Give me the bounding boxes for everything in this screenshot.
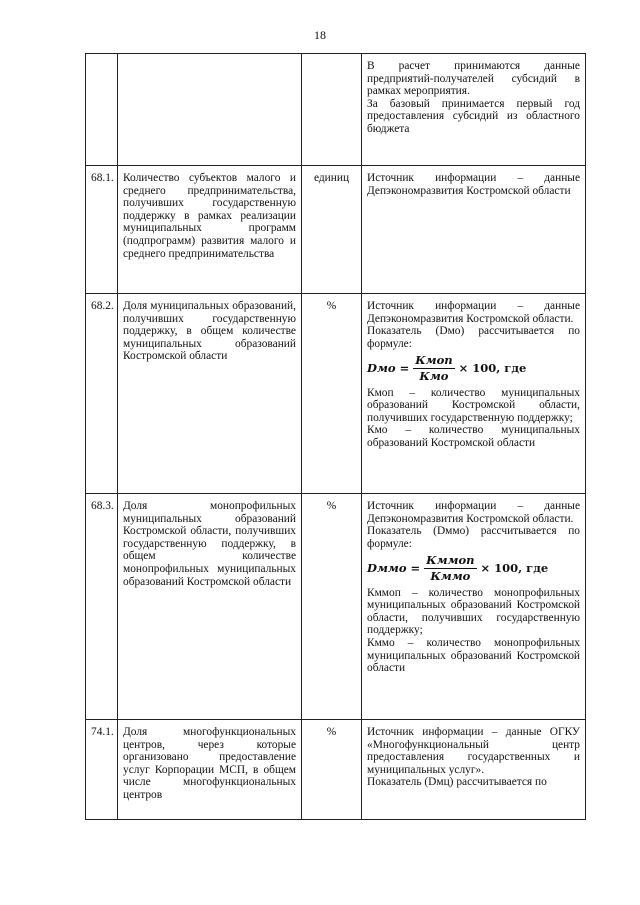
indicator-name: Доля многофункциональных центров, через которые организовано предоставление услуг Корпорации МСП, в общем числе многофункциональных центров — [118, 720, 302, 820]
formula-lhs: Dммо = — [367, 561, 421, 576]
table-row — [86, 494, 586, 720]
table-row — [86, 54, 586, 166]
source-paragraph: Источник информации – данные Депэкономразвития Костромской области. — [367, 500, 580, 525]
source-paragraph: Кммо – количество монопрофильных муниципальных образований Костромской области — [367, 636, 580, 675]
table-row — [86, 294, 586, 494]
source-paragraph: Кмо – количество муниципальных образований Костромской области — [367, 424, 580, 449]
indicator-name: Доля муниципальных образований, получивших государственную поддержку, в общем количестве муниципальных образований Костромской области — [118, 294, 302, 494]
indicator-name — [118, 54, 302, 166]
source-paragraph: Источник информации – данные Депэкономразвития Костромской области — [367, 172, 580, 197]
source-paragraph: Показатель (Dмо) рассчитывается по формуле: — [367, 325, 580, 350]
formula-rest: × 100, где — [458, 361, 527, 376]
row-number: 68.1. — [86, 166, 118, 294]
source-paragraph: Кммоп – количество монопрофильных муниципальных образований Костромской области, получивших государственную поддержку; — [367, 586, 580, 637]
formula — [367, 554, 580, 582]
formula-fraction — [424, 554, 476, 582]
source-paragraph: В расчет принимаются данные предприятий-получателей субсидий в рамках мероприятия. — [367, 60, 580, 98]
formula-rest: × 100, где — [480, 561, 549, 576]
indicator-name: Доля монопрофильных муниципальных образований Костромской области, получивших государственную поддержку, в общем количестве монопрофильных муниципальных образований Костромской области — [118, 494, 302, 720]
row-number: 68.3. — [86, 494, 118, 720]
source-cell — [362, 166, 586, 294]
formula-fraction — [413, 354, 454, 382]
unit-cell: % — [302, 294, 362, 494]
source-cell — [362, 294, 586, 494]
source-cell — [362, 54, 586, 166]
page-number: 18 — [314, 28, 326, 42]
source-paragraph: За базовый принимается первый год предоставления субсидий из областного бюджета — [367, 97, 580, 135]
row-number: 74.1. — [86, 720, 118, 820]
unit-cell: % — [302, 720, 362, 820]
table-row — [86, 166, 586, 294]
table-row — [86, 720, 586, 820]
source-cell — [362, 494, 586, 720]
unit-cell: % — [302, 494, 362, 720]
row-number — [86, 54, 118, 166]
source-paragraph: Источник информации – данные Депэкономразвития Костромской области. — [367, 300, 580, 325]
formula-numerator: Кммоп — [426, 553, 475, 568]
formula-denominator: Кммо — [430, 568, 471, 583]
source-paragraph: Показатель (Dммо) рассчитывается по формуле: — [367, 525, 580, 550]
formula-lhs: Dмо = — [367, 361, 410, 376]
row-number: 68.2. — [86, 294, 118, 494]
source-cell — [362, 720, 586, 820]
source-paragraph: Источник информации – данные ОГКУ «Многофункциональный центр предоставления государственных и муниципальных услуг». — [367, 726, 580, 776]
source-paragraph: Показатель (Dмц) рассчитывается по — [367, 776, 547, 789]
formula-numerator: Кмоп — [415, 353, 453, 368]
indicator-name: Количество субъектов малого и среднего предпринимательства, получивших государственную поддержку в рамках реализации муниципальных программ (подпрограмм) развития малого и среднего предпринимательства — [118, 166, 302, 294]
indicators-table — [85, 53, 586, 820]
source-paragraph: Кмоп – количество муниципальных образований Костромской области, получивших государственную поддержку; — [367, 386, 580, 424]
formula — [367, 354, 580, 382]
unit-cell — [302, 54, 362, 166]
formula-denominator: Кмо — [419, 368, 449, 383]
unit-cell: единиц — [302, 166, 362, 294]
